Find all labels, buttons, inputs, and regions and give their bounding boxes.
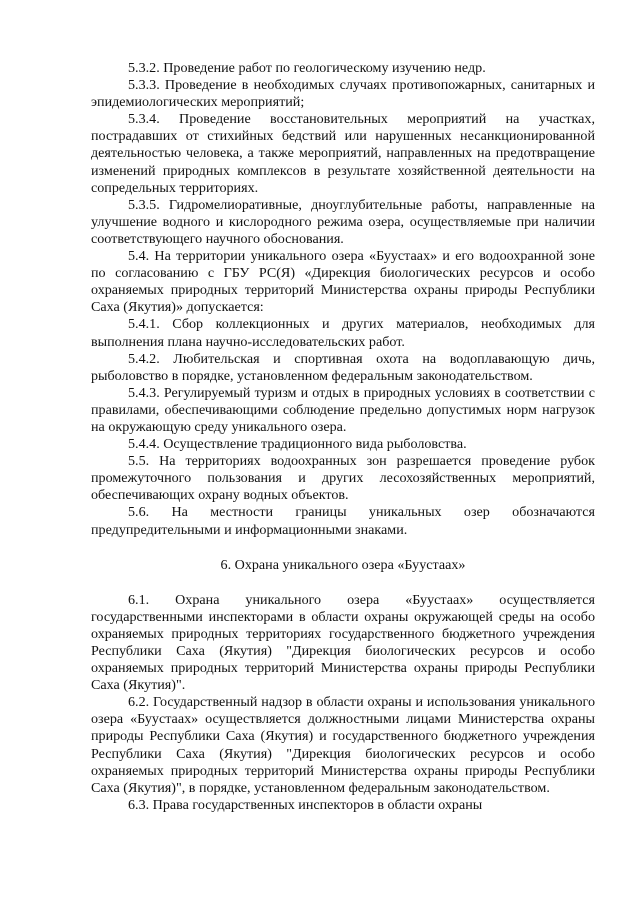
- paragraph-5-4-3: 5.4.3. Регулируемый туризм и отдых в природных условиях в соответствии с правилами, обеспечивающими соблюдение предельно допустимых норм нагрузок на окружающую среду уникального озера.: [91, 384, 595, 435]
- paragraph-5-4: 5.4. На территории уникального озера «Буустаах» и его водоохранной зоне по согласованию с ГБУ РС(Я) «Дирекция биологических ресурсов и особо охраняемых природных территорий Министерства охраны природы Республики Саха (Якутия)» допускается:: [91, 248, 595, 316]
- paragraph-6-2: 6.2. Государственный надзор в области охраны и использования уникального озера «Буустаах» осуществляется должностными лицами Министерства охраны природы Республики Саха (Якутия) и государственного бюджетного учреждения Республики Саха (Якутия) "Дирекция биологических ресурсов и особо охраняемых природных территорий Министерства охраны природы Республики Саха (Якутия)", в порядке, установленном федеральным законодательством.: [91, 694, 595, 796]
- paragraph-5-6: 5.6. На местности границы уникальных озер обозначаются предупредительными и информационными знаками.: [91, 504, 595, 538]
- spacer: [91, 539, 595, 557]
- paragraph-5-3-3: 5.3.3. Проведение в необходимых случаях противопожарных, санитарных и эпидемиологических мероприятий;: [91, 77, 595, 111]
- paragraph-5-5: 5.5. На территориях водоохранных зон разрешается проведение рубок промежуточного пользования и других лесохозяйственных мероприятий, обеспечивающих охрану водных объектов.: [91, 453, 595, 504]
- paragraph-5-3-5: 5.3.5. Гидромелиоративные, дноуглубительные работы, направленные на улучшение водного и кислородного режима озера, осуществляемые при наличии соответствующего научного обоснования.: [91, 196, 595, 247]
- document-page: [91, 60, 595, 814]
- paragraph-5-4-4: 5.4.4. Осуществление традиционного вида рыболовства.: [128, 436, 467, 453]
- paragraph-5-3-4: 5.3.4. Проведение восстановительных мероприятий на участках, пострадавших от стихийных бедствий или нарушенных несанкционированной деятельностью человека, а также мероприятий, направленных на предотвращение изменений природных комплексов в результате хозяйственной деятельности на сопредельных территориях.: [91, 111, 595, 196]
- spacer: [91, 574, 595, 592]
- paragraph-5-4-1: 5.4.1. Сбор коллекционных и других материалов, необходимых для выполнения плана научно-исследовательских работ.: [91, 316, 595, 350]
- section-heading: 6. Охрана уникального озера «Буустаах»: [220, 556, 466, 573]
- paragraph-5-4-2: 5.4.2. Любительская и спортивная охота на водоплавающую дичь, рыболовство в порядке, установленном федеральным законодательством.: [91, 350, 595, 384]
- paragraph-6-3: 6.3. Права государственных инспекторов в области охраны: [128, 796, 483, 813]
- paragraph-5-3-2: 5.3.2. Проведение работ по геологическому изучению недр.: [128, 60, 486, 76]
- paragraph-6-1: 6.1. Охрана уникального озера «Буустаах» осуществляется государственными инспекторами в области охраны окружающей среды на особо охраняемых природных территориях государственного бюджетного учреждения Республики Саха (Якутия) "Дирекция биологических ресурсов и особо охраняемых природных территорий Министерства охраны природы Республики Саха (Якутия)".: [91, 591, 595, 694]
